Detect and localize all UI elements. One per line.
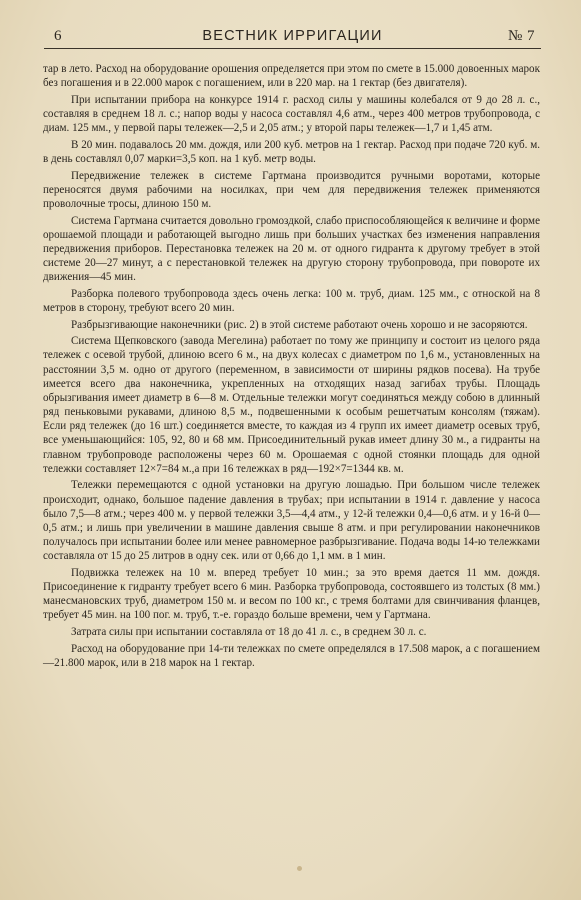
paragraph: Передвижение тележек в системе Гартмана производится ручными воротами, которые переносятся двумя рабочими на носилках, при чем для передвижения тележек применяются проволочные тросы, длиною 150 м. [43,169,540,210]
paragraph: В 20 мин. подавалось 20 мм. дождя, или 200 куб. метров на 1 гектар. Расход при подаче 720 куб. м. в день составлял 0,07 марки=3,5 коп. на 1 куб. метр воды. [43,138,540,165]
issue-number: № 7 [507,28,535,44]
paragraph: тар в лето. Расход на оборудование орошения определяется при этом по смете в 15.000 довоенных марок без погашения и в 22.000 марок с погашением, или в 220 мар. на 1 гектар (без двигателя). [43,63,540,90]
article-body [43,62,540,672]
page-number: 6 [54,28,62,44]
paragraph: Система Щепковского (завода Мегелина) работает по тому же принципу и состоит из целого ряда тележек с осевой трубой, длиною всего 6 м., на двух колесах с диаметром по 1,6 м., установленных на расстоянии 3,5 м. одно от другого (переменном, в зависимости от ширины рядков посева). На трубе имеется всего два наконечника, укрепленных на отходящих назад загибах трубы. Площадь обрызгивания имеет диаметр в 6—8 м. Отдельные тележки могут соединяться между собою в длинный ряд пеньковыми рукавами, длиною 8,5 м., подвешенными к особым решетчатым консолям (тяжам). Если ряд тележек (до 16 шт.) соединяется вместе, то каждая из 4 групп их имеет диаметр осевых труб, все уменьшающийся: 105, 92, 80 и 68 мм. Присоединительный рукав имеет длину 30 м., а гидранты на главном трубопроводе расположены через 60 м. Орошаемая с одной стоянки площадь для одной тележки составляет 12×7=84 м.,а при 16 тележках в ряд—192×7=1344 кв. м. [43,335,540,475]
paragraph: Тележки перемещаются с одной установки на другую лошадью. При большом числе тележек происходит, однако, большое падение давления в трубах; при испытании в 1914 г. давление у насоса было 7,5—8 атм.; через 400 м. у первой тележки 3,5—4,4 атм., у 12-й тележки 0,4—0,6 атм. и у 16-й 0—0,5 атм.; и лишь при увеличении в машине давления свыше 8 атм. и при регулировании наконечников получалось при испытании более или менее равномерное разбрызгивание. Подача воды 14-ю тележками составляла от 15 до 25 литров в одну сек. или от 0,66 до 1,1 мм. в 1 мин. [43,479,540,563]
paragraph: Система Гартмана считается довольно громоздкой, слабо приспособляющейся к величине и форме орошаемой площади и работающей выгодно лишь при больших участках без изменения направления передвижения приборов. Перестановка тележек на 20 м. от одного гидранта к другому требует в этой системе 20—27 минут, а с перестановкой тележек на другую сторону трубопровода, при повороте их движения—45 мин. [43,214,540,284]
running-header [44,26,541,49]
paper-stain [297,866,302,871]
paragraph: Расход на оборудование при 14-ти тележках по смете определялся в 17.508 марок, а с погашением—21.800 марок, или в 218 марок на 1 гектар. [43,642,540,669]
journal-title: ВЕСТНИК ИРРИГАЦИИ [202,28,383,44]
paragraph: Разборка полевого трубопровода здесь очень легка: 100 м. труб, диам. 125 мм., с отноской на 8 метров в сторону, требуют всего 20 мин. [43,287,540,314]
paragraph: При испытании прибора на конкурсе 1914 г. расход силы у машины колебался от 9 до 28 л. с., составляя в среднем 18 л. с.; напор воды у насоса составлял 4,6 атм., через 400 метров трубопровода, с диам. 125 мм., у первой пары тележек—2,5 и 2,05 атм.; у второй пары тележек—1,7 и 1,45 атм. [43,93,540,135]
paragraph: Разбрызгивающие наконечники (рис. 2) в этой системе работают очень хорошо и не засоряются. [71,318,528,331]
paragraph: Подвижка тележек на 10 м. вперед требует 10 мин.; за это время дается 11 мм. дождя. Присоединение к гидранту требует всего 6 мин. Разборка трубопровода, состоявшего из толстых (8 мм.) манесмановских труб, диаметром 150 м. и весом по 100 кг., с тремя болтами для свинчивания фланцев, требует 45 мин. на 100 пог. м. труб, т.-е. гораздо больше времени, чем у Гартмана. [43,566,540,622]
paragraph: Затрата силы при испытании составляла от 18 до 41 л. с., в среднем 30 л. с. [71,625,427,638]
